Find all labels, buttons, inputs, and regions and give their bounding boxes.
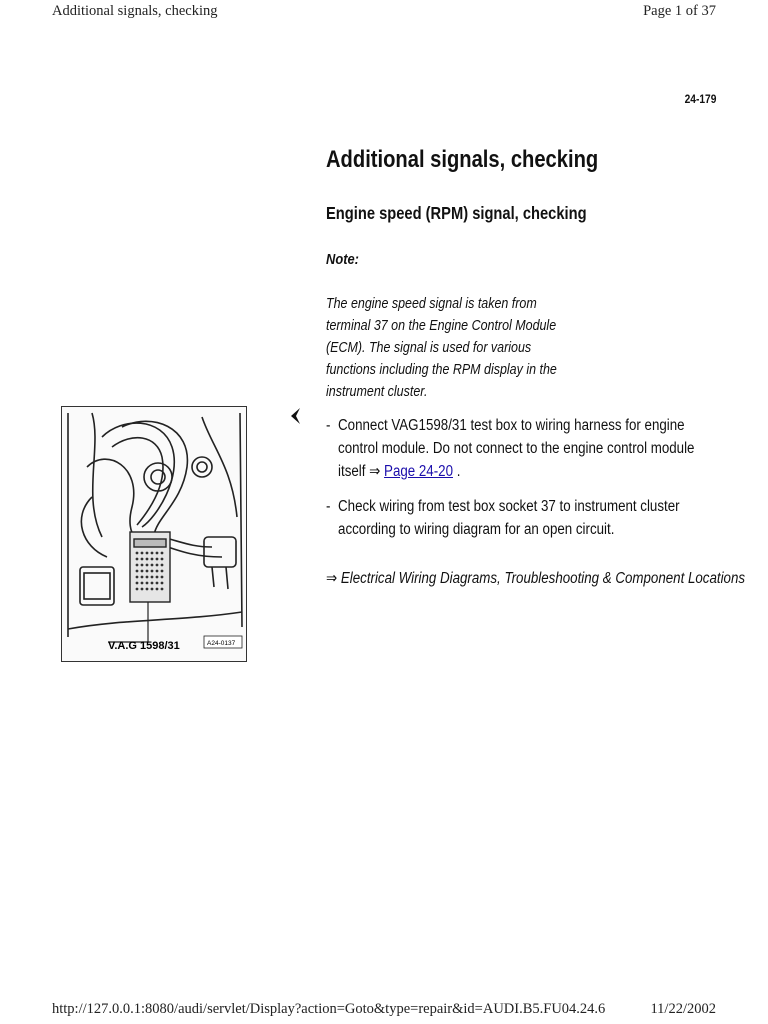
header-title: Additional signals, checking bbox=[52, 3, 218, 19]
arrow-icon: ⇒ bbox=[326, 570, 338, 587]
note-text: The engine speed signal is taken from terminal 37 on the Engine Control Module (ECM). The signal is used for various functions including the RPM display in the instrument cluster. bbox=[326, 296, 557, 400]
engine-bay-illustration bbox=[61, 406, 247, 662]
step-text-end: . bbox=[452, 463, 461, 480]
arrow-icon: ⇒ bbox=[369, 463, 381, 480]
step-dash: - bbox=[326, 417, 331, 434]
list-item bbox=[326, 414, 707, 483]
footer-date: 11/22/2002 bbox=[650, 1001, 716, 1017]
page-number: 24-179 bbox=[684, 92, 716, 106]
step-text bbox=[338, 414, 707, 483]
figure-code: A24-0137 bbox=[207, 640, 236, 647]
wiring-diagram-reference bbox=[326, 569, 746, 588]
step-text-main: Connect VAG1598/31 test box to wiring harness for engine control module. Do not connect to the engine control module itself bbox=[338, 417, 695, 480]
step-dash: - bbox=[326, 498, 331, 515]
list-item bbox=[326, 495, 707, 541]
note-label: Note: bbox=[326, 251, 359, 268]
page-title: Additional signals, checking bbox=[326, 146, 599, 173]
tool-label: V.A.G 1598/31 bbox=[108, 640, 180, 652]
header-page-count: Page 1 of 37 bbox=[643, 3, 716, 19]
procedure-steps bbox=[326, 414, 707, 553]
reference-text: Electrical Wiring Diagrams, Troubleshooting & Component Locations bbox=[337, 570, 746, 587]
step-text: Check wiring from test box socket 37 to instrument cluster according to wiring diagram for an open circuit. bbox=[338, 498, 680, 538]
left-pointer-icon bbox=[289, 407, 303, 430]
print-footer bbox=[52, 1001, 716, 1018]
section-title: Engine speed (RPM) signal, checking bbox=[326, 203, 587, 223]
footer-url: http://127.0.0.1:8080/audi/servlet/Display?action=Goto&type=repair&id=AUDI.B5.FU04.24.6 bbox=[52, 1001, 606, 1017]
print-header bbox=[52, 3, 716, 20]
page-link[interactable]: Page 24-20 bbox=[384, 463, 453, 480]
